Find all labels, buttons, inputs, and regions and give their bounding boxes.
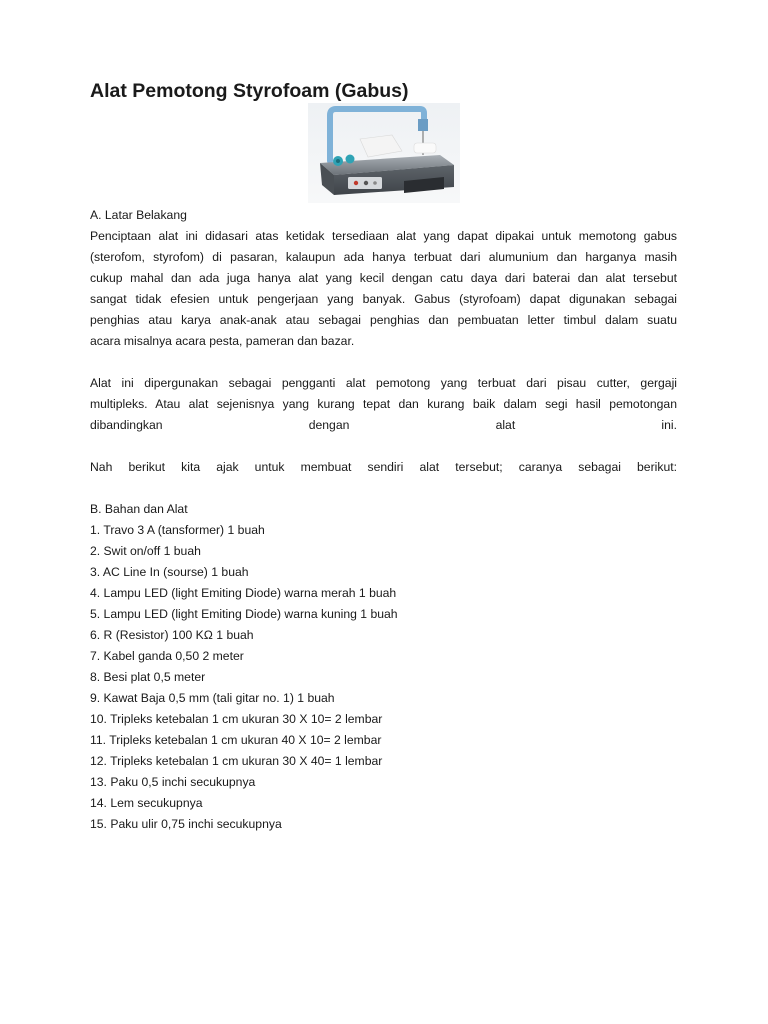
list-item: 5. Lampu LED (light Emiting Diode) warna kuning 1 buah [90, 607, 398, 621]
section-a [90, 205, 677, 352]
list-item: 7. Kabel ganda 0,50 2 meter [90, 649, 244, 663]
document-title: Alat Pemotong Styrofoam (Gabus) [90, 80, 409, 102]
list-item: 4. Lampu LED (light Emiting Diode) warna merah 1 buah [90, 586, 397, 600]
paragraph-line: dibandingkan dengan alat ini. [90, 418, 677, 432]
list-item: 6. R (Resistor) 100 KΩ 1 buah [90, 628, 254, 642]
paragraph-line: sangat tidak efesien untuk pengerjaan yang banyak. Gabus (styrofoam) dapat digunakan sebagai [90, 292, 677, 306]
section-a-heading: A. Latar Belakang [90, 208, 187, 222]
list-item: 11. Tripleks ketebalan 1 cm ukuran 40 X 10= 2 lembar [90, 733, 382, 747]
list-item: 13. Paku 0,5 inchi secukupnya [90, 775, 256, 789]
list-item: 12. Tripleks ketebalan 1 cm ukuran 30 X 40= 1 lembar [90, 754, 383, 768]
list-item: 15. Paku ulir 0,75 inchi secukupnya [90, 817, 282, 831]
list-item: 10. Tripleks ketebalan 1 cm ukuran 30 X 10= 2 lembar [90, 712, 383, 726]
list-item: 1. Travo 3 A (tansformer) 1 buah [90, 523, 265, 537]
list-item: 14. Lem secukupnya [90, 796, 203, 810]
paragraph-background [90, 226, 677, 352]
list-item: 8. Besi plat 0,5 meter [90, 670, 206, 684]
paragraph-line: Nah berikut kita ajak untuk membuat sendiri alat tersebut; caranya sebagai berikut: [90, 460, 677, 474]
paragraph-line: cukup mahal dan ada juga hanya alat yang kecil dengan catu daya dari baterai dan alat tersebut [90, 271, 677, 285]
paragraph-line: multipleks. Atau alat sejenisnya yang kurang tepat dan kurang baik dalam segi hasil pemotongan [90, 397, 677, 411]
paragraph-line: acara misalnya acara pesta, pameran dan bazar. [90, 334, 355, 348]
paragraph-line: Penciptaan alat ini didasari atas ketidak tersediaan alat yang dapat dipakai untuk memotong gabus [90, 229, 677, 243]
materials-list [90, 520, 677, 835]
paragraph-intro [90, 457, 677, 478]
paragraph-line: Alat ini dipergunakan sebagai pengganti alat pemotong yang terbuat dari pisau cutter, gergaji [90, 376, 677, 390]
list-item: 9. Kawat Baja 0,5 mm (tali gitar no. 1) 1 buah [90, 691, 335, 705]
paragraph-line: (sterofom, styrofom) di pasaran, kalaupun ada hanya terbuat dari alumunium dan harganya masih [90, 250, 677, 264]
paragraph-usage [90, 373, 677, 436]
section-b-heading: B. Bahan dan Alat [90, 502, 188, 516]
list-item: 2. Swit on/off 1 buah [90, 544, 201, 558]
paragraph-line: penghias atau karya anak-anak atau sebagai penghias dan pembuatan letter timbul dalam suatu [90, 313, 677, 327]
styrofoam-cutter-image [308, 103, 460, 203]
section-b [90, 499, 677, 835]
list-item: 3. AC Line In (sourse) 1 buah [90, 565, 249, 579]
